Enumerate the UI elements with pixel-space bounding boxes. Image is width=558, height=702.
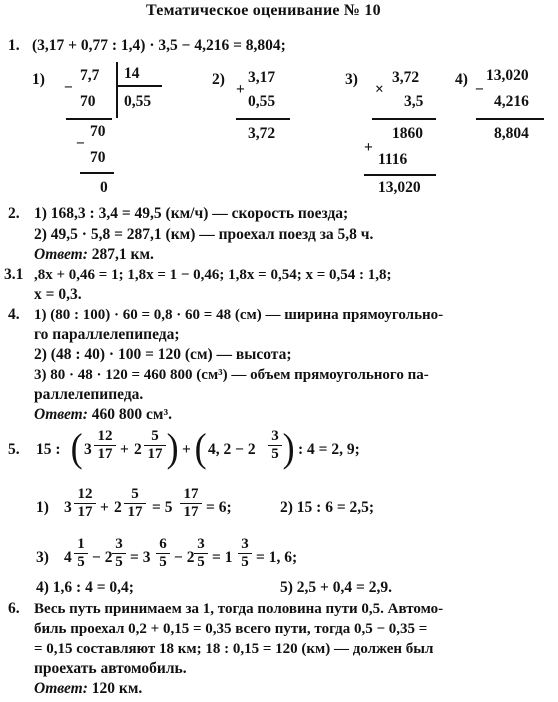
step-1-whole-2: 2: [114, 499, 122, 516]
problem-6-line-1: Весь путь принимаем за 1, тогда половина пути 0,5. Автомо-: [34, 601, 444, 617]
problem-6-line-3: = 0,15 составляют 18 км; 18 : 0,15 = 120 (км) — должен был: [34, 641, 434, 657]
open-paren-2: (: [194, 425, 207, 470]
denominator: 17: [124, 503, 146, 521]
denominator: 17: [144, 445, 166, 463]
numerator: 5: [131, 486, 139, 502]
division-bar-vertical: [116, 62, 118, 118]
problem-6-line-4: проехать автомобиль.: [34, 660, 187, 677]
answer-label: Ответ:: [34, 406, 88, 423]
calc-1-remainder: 0: [100, 179, 108, 196]
calc-3-label: 3): [345, 71, 358, 88]
problem-6-line-2: биль проехал 0,2 + 0,15 = 0,35 всего пути, тогда 0,5 − 0,35 =: [34, 621, 428, 637]
calc-3-factor-1: 3,72: [392, 69, 420, 86]
problem-2-answer: [34, 245, 154, 265]
numerator: 3: [197, 536, 205, 552]
answer-value: 287,1 км.: [91, 246, 154, 263]
step-3-equals-1: = 3: [130, 549, 151, 566]
expr-fraction-3: [268, 428, 282, 463]
step-5: 5) 2,5 + 0,4 = 2,9.: [280, 579, 392, 596]
step-1-label: 1): [36, 499, 49, 516]
problem-1-expression: (3,17 + 0,77 : 1,4) · 3,5 − 4,216 = 8,804;: [32, 37, 286, 54]
expr-plus-2: +: [182, 441, 191, 458]
calc-3-partial-2: 1116: [378, 151, 408, 168]
page-title: Тематическое оценивание № 10: [146, 2, 381, 19]
problem-3-1-line-1: ,8x + 0,46 = 1; 1,8x = 1 − 0,46; 1,8x = 0,54; x = 0,54 : 1,8;: [34, 267, 392, 283]
numerator: 6: [159, 536, 167, 552]
problem-1-number: 1.: [8, 37, 20, 54]
calc-4-minus: −: [475, 81, 484, 98]
problem-4-line-2: го параллелепипеда;: [34, 326, 180, 343]
step-1-fraction-3: [180, 486, 202, 521]
denominator: 17: [94, 445, 116, 463]
step-2: 2) 15 : 6 = 2,5;: [280, 499, 375, 516]
denominator: 5: [112, 553, 126, 571]
calc-1-remainder-1: 70: [90, 123, 106, 140]
calc-3-result: 13,020: [378, 179, 421, 196]
calc-4-line: [476, 118, 544, 120]
problem-4-line-5: раллелепипеда.: [34, 386, 144, 403]
open-paren-1: (: [70, 425, 83, 470]
step-3-fraction-2: [112, 536, 126, 571]
calc-1-divisor: 14: [124, 65, 140, 82]
numerator: 3: [271, 428, 279, 444]
problem-4-line-4: 3) 80 · 48 · 120 = 460 800 (см³) — объем прямоугольного па-: [34, 367, 429, 383]
step-3-whole-1: 4: [64, 549, 72, 566]
calc-1-subtrahend-2: 70: [90, 149, 106, 166]
calc-3-partial-1: 1860: [392, 125, 423, 142]
denominator: 17: [180, 503, 202, 521]
expr-plus-1: +: [120, 441, 129, 458]
expr-second-term: 4, 2 − 2: [208, 441, 256, 458]
calc-3-line-2: [364, 174, 436, 176]
step-3-fraction-4: [194, 536, 208, 571]
denominator: 5: [238, 553, 252, 571]
calc-3-times: ×: [375, 81, 384, 98]
numerator: 17: [183, 486, 199, 502]
calc-1-label: 1): [32, 71, 45, 88]
calc-1-dividend: 7,7: [80, 67, 100, 84]
calc-3-factor-2: 3,5: [404, 93, 424, 110]
answer-label: Ответ:: [34, 246, 88, 263]
problem-5-number: 5.: [8, 441, 20, 458]
step-3-fraction-1: [74, 536, 88, 571]
denominator: 5: [74, 553, 88, 571]
denominator: 5: [268, 445, 282, 463]
close-paren-2: ): [282, 425, 295, 470]
numerator: 3: [115, 536, 123, 552]
step-3-result: = 1, 6;: [256, 549, 298, 566]
step-3-equals-2: = 1: [212, 549, 233, 566]
problem-4-line-1: 1) (80 : 100) · 60 = 0,8 · 60 = 48 (см) — ширина прямоугольно-: [34, 307, 444, 323]
problem-4-line-3: 2) (48 : 40) · 100 = 120 (см) — высота;: [34, 346, 292, 363]
step-3-minus-2: − 2: [174, 549, 195, 566]
step-3-fraction-3: [156, 536, 170, 571]
expr-fraction-1: [94, 428, 116, 463]
calc-1-minus: −: [64, 79, 73, 96]
problem-4-answer: [34, 405, 172, 425]
numerator: 12: [77, 486, 93, 502]
close-paren-1: ): [166, 425, 179, 470]
denominator: 5: [156, 553, 170, 571]
calc-2-plus: +: [236, 81, 245, 98]
calc-4-result: 8,804: [494, 125, 529, 142]
problem-2-line-2: 2) 49,5 · 5,8 = 287,1 (км) — проехал поезд за 5,8 ч.: [34, 226, 374, 243]
answer-value: 120 км.: [91, 680, 143, 697]
numerator: 12: [97, 428, 113, 444]
step-3-minus-1: − 2: [92, 549, 113, 566]
calc-4-minuend: 13,020: [486, 67, 529, 84]
expr-whole-2: 2: [134, 441, 142, 458]
calc-1-minus-2: −: [76, 135, 85, 152]
calc-2-sum-line: [236, 118, 290, 120]
expr-dividend: 15 :: [36, 441, 61, 458]
division-line-2: [80, 172, 114, 174]
problem-3-1-number: 3.1: [4, 266, 24, 283]
calc-2-addend-1: 3,17: [248, 69, 276, 86]
calc-2-label: 2): [212, 71, 225, 88]
problem-4-number: 4.: [8, 306, 20, 323]
calc-4-subtrahend: 4,216: [494, 93, 529, 110]
numerator: 1: [77, 536, 85, 552]
problem-6-number: 6.: [8, 600, 20, 617]
step-1-result: = 6;: [206, 499, 232, 516]
step-1-equals: = 5: [152, 499, 173, 516]
step-4: 4) 1,6 : 4 = 0,4;: [36, 579, 134, 596]
calc-3-plus: +: [364, 139, 373, 156]
problem-2-number: 2.: [8, 205, 20, 222]
calc-3-line-1: [372, 118, 436, 120]
calc-2-result: 3,72: [248, 125, 276, 142]
division-bar-horizontal: [118, 85, 162, 87]
step-1-plus: +: [100, 499, 109, 516]
calc-1-quotient: 0,55: [124, 93, 152, 110]
step-3-label: 3): [36, 549, 49, 566]
step-1-whole-1: 3: [64, 499, 72, 516]
problem-6-answer: [34, 679, 142, 699]
denominator: 5: [194, 553, 208, 571]
answer-value: 460 800 см³.: [91, 406, 172, 423]
division-line-1: [66, 118, 112, 120]
problem-2-line-1: 1) 168,3 : 3,4 = 49,5 (км/ч) — скорость поезда;: [34, 205, 349, 222]
expr-whole-1: 3: [84, 441, 92, 458]
calc-2-addend-2: 0,55: [248, 93, 276, 110]
numerator: 3: [241, 536, 249, 552]
step-3-fraction-5: [238, 536, 252, 571]
problem-3-1-line-2: x = 0,3.: [34, 286, 82, 303]
expr-tail: : 4 = 2, 9;: [298, 441, 360, 458]
answer-label: Ответ:: [34, 680, 88, 697]
calc-4-label: 4): [455, 71, 468, 88]
denominator: 17: [74, 503, 96, 521]
numerator: 5: [151, 428, 159, 444]
step-1-fraction-1: [74, 486, 96, 521]
calc-1-subtrahend-1: 70: [80, 93, 96, 110]
expr-fraction-2: [144, 428, 166, 463]
step-1-fraction-2: [124, 486, 146, 521]
